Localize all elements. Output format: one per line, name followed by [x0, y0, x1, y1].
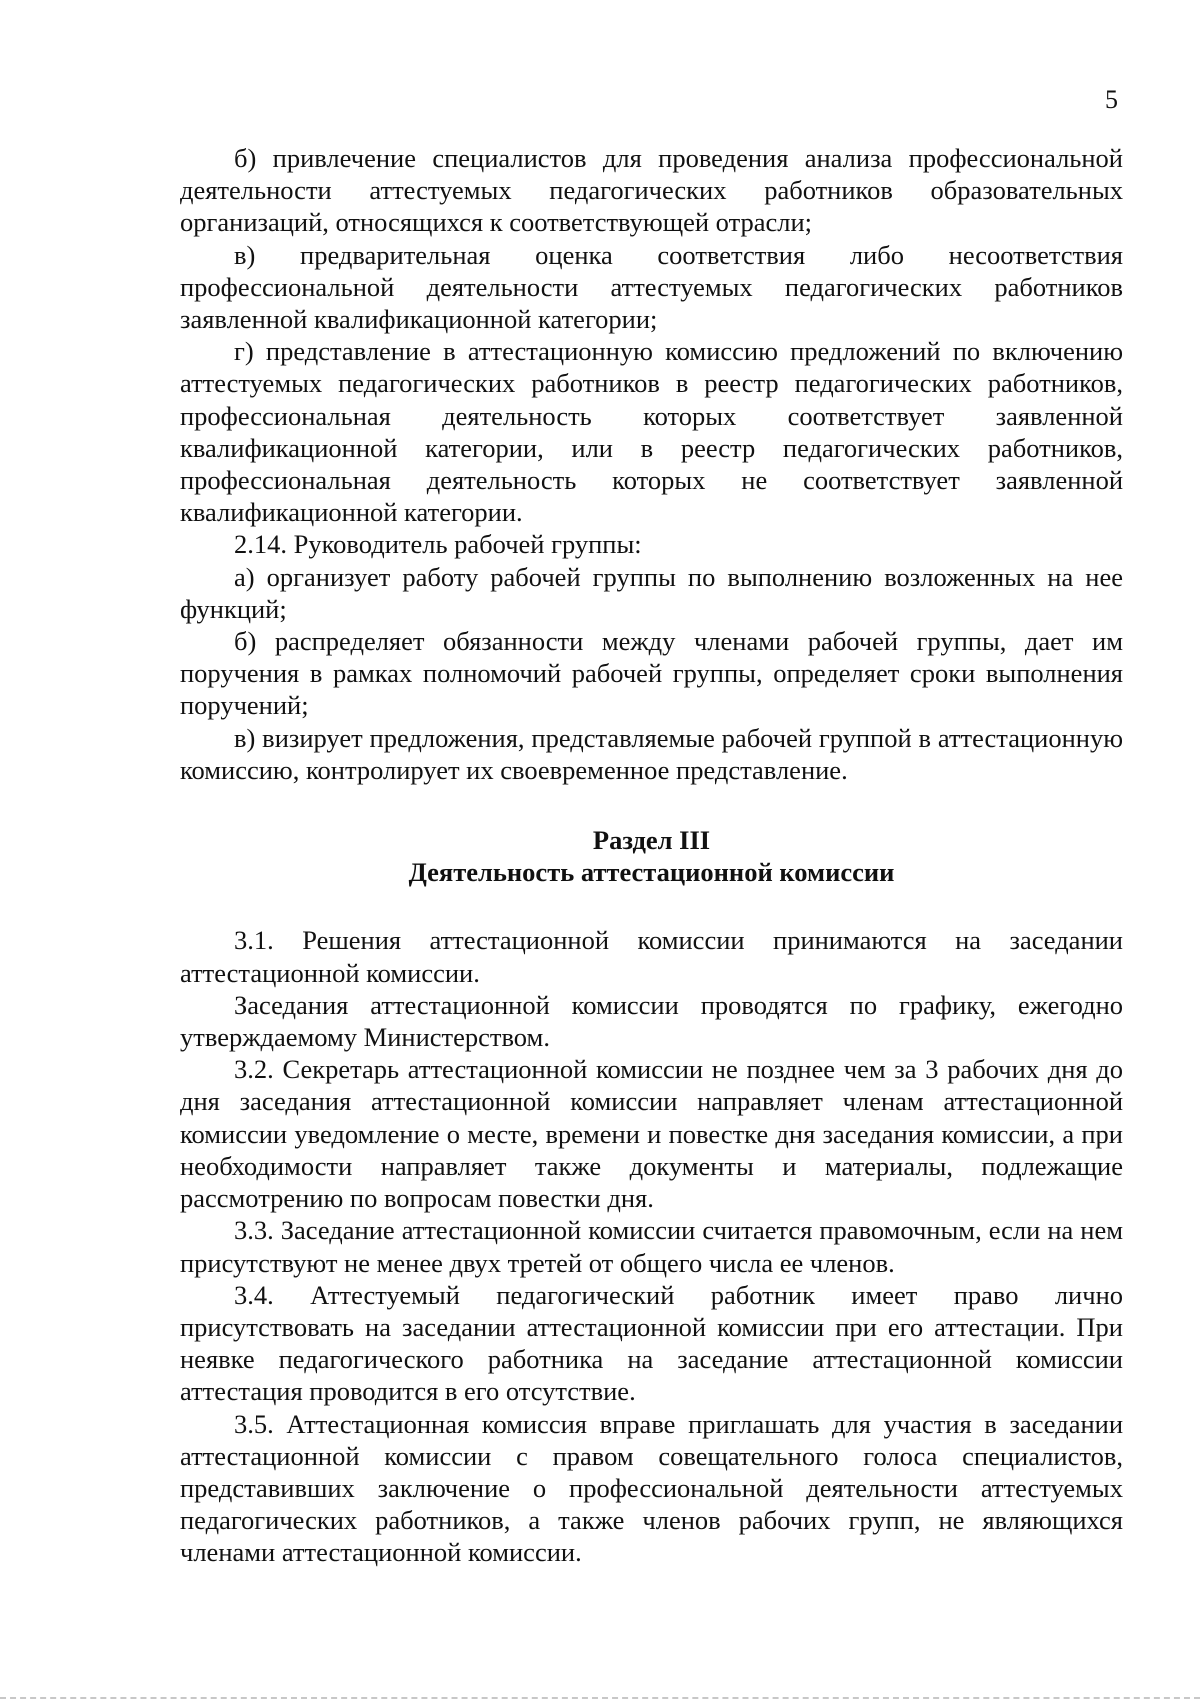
paragraph-3-3: 3.3. Заседание аттестационной комиссии считается правомочным, если на нем присутствуют не менее двух третей от общего числа ее членов. — [180, 1215, 1123, 1278]
scan-bottom-edge — [0, 1697, 1200, 1705]
paragraph-2-14-a: а) организует работу рабочей группы по выполнению возложенных на нее функций; — [180, 561, 1123, 624]
section-title: Деятельность аттестационной комиссии — [408, 857, 895, 888]
paragraph-3-2: 3.2. Секретарь аттестационной комиссии не позднее чем за 3 рабочих дня до дня заседания аттестационной комиссии направляет членам аттестационной комиссии уведомление о месте, времени и повестке дня заседания комиссии, а при необходимости направляет также документы и материалы, подлежащие рассмотрению по вопросам повестки дня. — [180, 1054, 1123, 1214]
paragraph-3-5: 3.5. Аттестационная комиссия вправе приглашать для участия в заседании аттестационной комиссии с правом совещательного голоса специалистов, представивших заключение о профессиональной деятельности аттестуемых педагогических работников, а также членов рабочих групп, не являющихся членами аттестационной комиссии. — [180, 1408, 1123, 1568]
paragraph-3-4: 3.4. Аттестуемый педагогический работник имеет право лично присутствовать на заседании аттестационной комиссии при его аттестации. При неявке педагогического работника на заседание аттестационной комиссии аттестация проводится в его отсутствие. — [180, 1279, 1123, 1407]
paragraph-item-b: б) привлечение специалистов для проведения анализа профессиональной деятельности аттестуемых педагогических работников образовательных организаций, относящихся к соответствующей отрасли; — [180, 143, 1123, 238]
paragraph-3-1-schedule: Заседания аттестационной комиссии проводятся по графику, ежегодно утверждаемому Министерством. — [180, 989, 1123, 1053]
paragraph-3-1: 3.1. Решения аттестационной комиссии принимаются на заседании аттестационной комиссии. — [180, 925, 1123, 988]
document-body — [180, 142, 1123, 1569]
section-label: Раздел III — [592, 825, 711, 856]
paragraph-item-g: г) представление в аттестационную комиссию предложений по включению аттестуемых педагогических работников в реестр педагогических работников, профессиональная деятельность которых соответствует заявленной квалификационной категории, или в реестр педагогических работников, профессиональная деятельность которых не соответствует заявленной квалификационной категории. — [180, 336, 1123, 528]
paragraph-2-14: 2.14. Руководитель рабочей группы: — [234, 529, 642, 560]
page-number: 5 — [1105, 85, 1118, 114]
paragraph-2-14-b: б) распределяет обязанности между членами рабочей группы, дает им поручения в рамках полномочий рабочей группы, определяет сроки выполнения поручений; — [180, 626, 1123, 721]
paragraph-2-14-v: в) визирует предложения, представляемые рабочей группой в аттестационную комиссию, контролирует их своевременное представление. — [180, 722, 1123, 785]
paragraph-item-v: в) предварительная оценка соответствия либо несоответствия профессиональной деятельности аттестуемых педагогических работников заявленной квалификационной категории; — [180, 239, 1123, 335]
